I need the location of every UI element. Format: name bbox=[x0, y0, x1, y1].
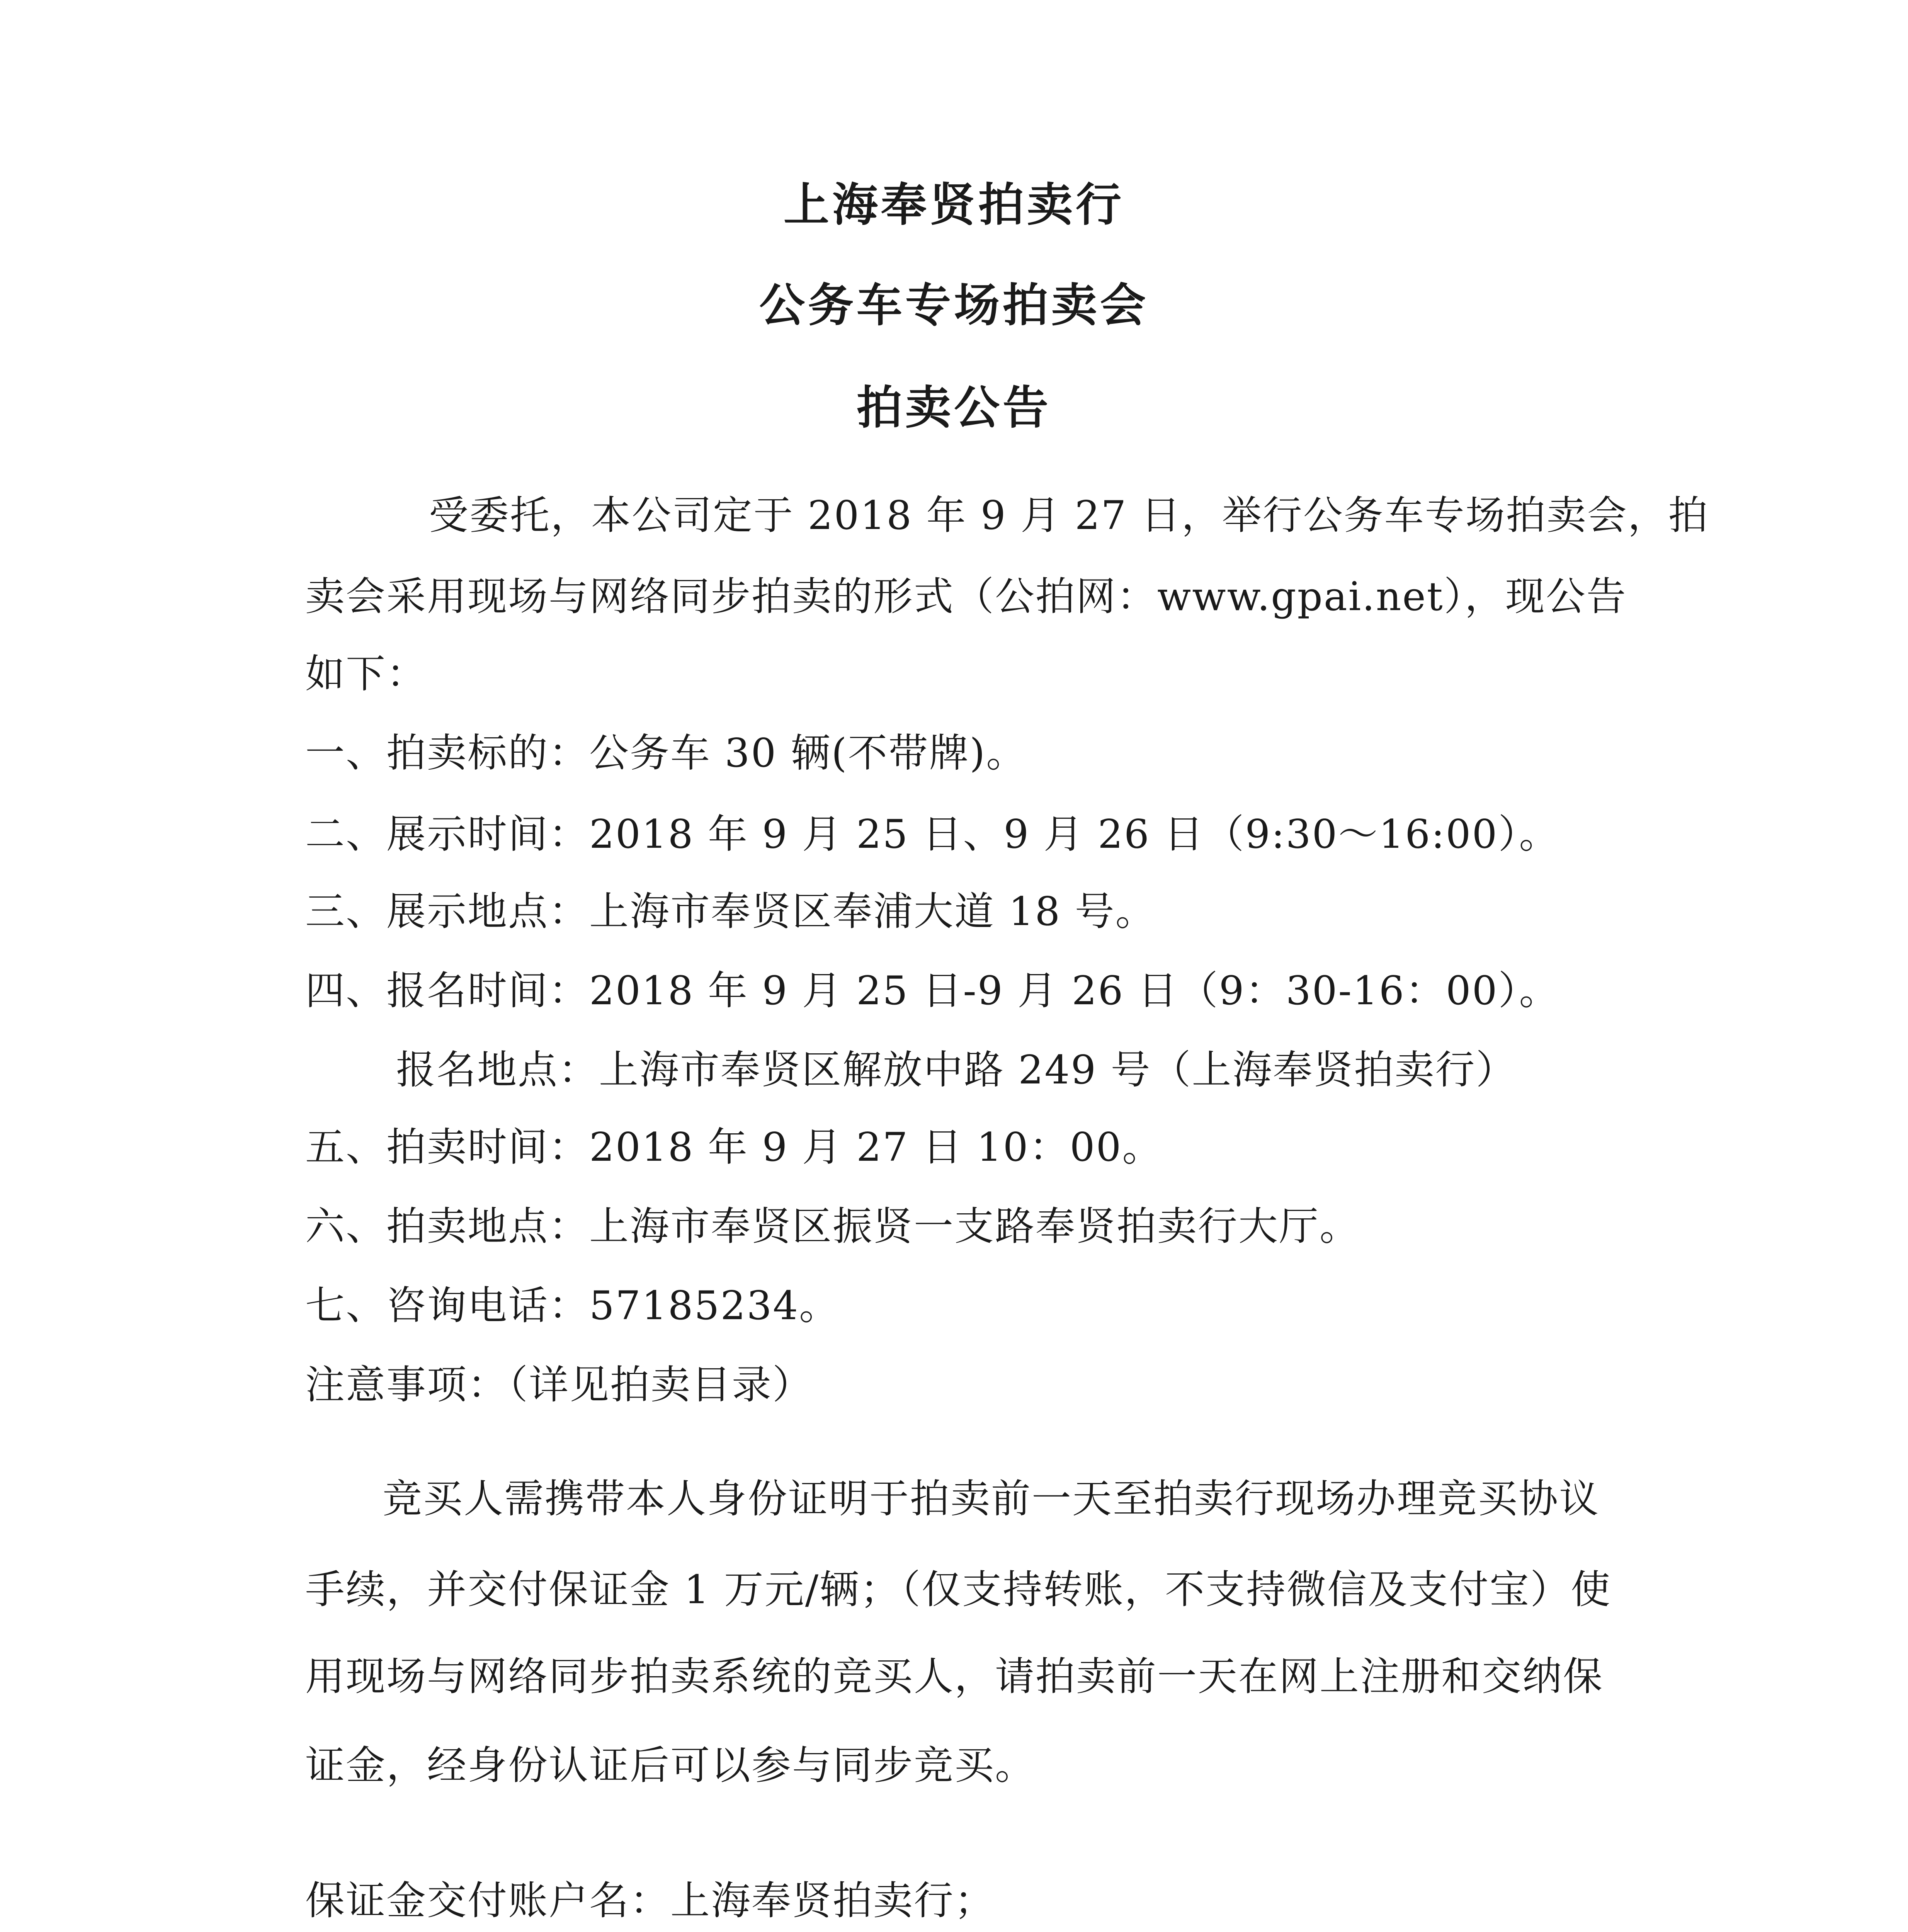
notice-line-2: 手续，并交付保证金 1 万元/辆；（仅支持转账，不支持微信及支付宝）使 bbox=[305, 1567, 1612, 1613]
title-organization: 上海奉贤拍卖行 bbox=[783, 178, 1124, 231]
item-auction-time: 五、拍卖时间：2018 年 9 月 27 日 10：00。 bbox=[305, 1124, 1163, 1170]
notice-line-4: 证金，经身份认证后可以参与同步竞买。 bbox=[305, 1743, 1036, 1789]
intro-line-2: 卖会采用现场与网络同步拍卖的形式（公拍网：www.gpai.net），现公告 bbox=[305, 574, 1627, 620]
intro-line-1: 受委托，本公司定于 2018 年 9 月 27 日，举行公务车专场拍卖会，拍 bbox=[429, 493, 1709, 539]
item-notes: 注意事项：（详见拍卖目录） bbox=[305, 1362, 813, 1408]
item-display-time: 二、展示时间：2018 年 9 月 25 日、9 月 26 日（9:30～16:00）。 bbox=[305, 811, 1560, 857]
item-registration-location: 报名地点：上海市奉贤区解放中路 249 号（上海奉贤拍卖行） bbox=[396, 1047, 1517, 1093]
notice-line-1: 竞买人需携带本人身份证明于拍卖前一天至拍卖行现场办理竞买协议 bbox=[383, 1476, 1600, 1522]
notice-line-3: 用现场与网络同步拍卖系统的竞买人，请拍卖前一天在网上注册和交纳保 bbox=[305, 1654, 1604, 1700]
title-event: 公务车专场拍卖会 bbox=[759, 279, 1149, 332]
title-announcement: 拍卖公告 bbox=[856, 381, 1051, 434]
item-display-location: 三、展示地点：上海市奉贤区奉浦大道 18 号。 bbox=[305, 889, 1156, 935]
item-auction-subject: 一、拍卖标的：公务车 30 辆(不带牌)。 bbox=[305, 730, 1027, 776]
account-name: 保证金交付账户名：上海奉贤拍卖行； bbox=[305, 1878, 995, 1924]
item-auction-location: 六、拍卖地点：上海市奉贤区振贤一支路奉贤拍卖行大厅。 bbox=[305, 1204, 1360, 1250]
item-registration-time: 四、报名时间：2018 年 9 月 25 日-9 月 26 日（9：30-16：00）。 bbox=[305, 968, 1560, 1014]
item-contact-phone: 七、咨询电话：57185234。 bbox=[305, 1283, 840, 1329]
intro-line-3: 如下： bbox=[305, 651, 427, 697]
